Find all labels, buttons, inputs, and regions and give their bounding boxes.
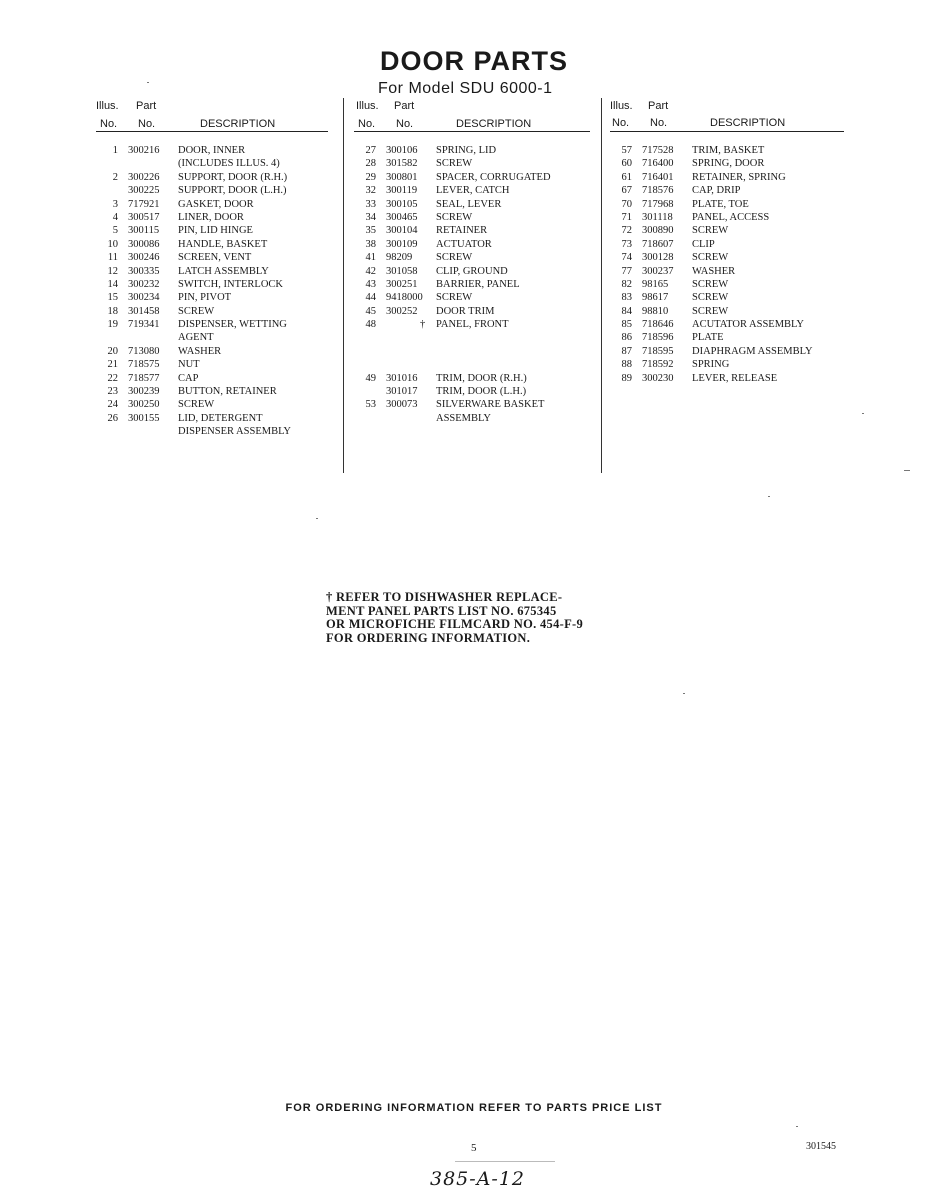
illus-number: 84 (621, 305, 632, 317)
parts-rows (610, 145, 850, 386)
parts-row (96, 158, 336, 171)
part-number: 300335 (128, 265, 160, 277)
parts-row (610, 279, 850, 292)
part-description: NUT (178, 359, 200, 371)
parts-row (96, 266, 336, 279)
illus-number: 20 (107, 345, 118, 357)
parts-row (96, 279, 336, 292)
parts-row (610, 225, 850, 238)
parts-row (610, 239, 850, 252)
parts-row (354, 172, 594, 185)
part-number: 717968 (642, 198, 674, 210)
illus-number: 35 (365, 225, 376, 237)
column-header (354, 100, 594, 134)
part-description: DOOR, INNER (178, 145, 246, 156)
part-number: 301458 (128, 305, 160, 317)
illus-number: 70 (621, 198, 632, 210)
part-description: TRIM, BASKET (692, 145, 765, 156)
part-number: 718607 (642, 238, 674, 250)
part-description: SCREW (436, 158, 473, 170)
column-header (96, 100, 336, 134)
part-number: 301118 (642, 211, 673, 223)
scan-speck (796, 1126, 798, 1127)
note-line: † REFER TO DISHWASHER REPLACE- (326, 590, 563, 604)
illus-number: 2 (112, 171, 118, 183)
parts-row (354, 212, 594, 225)
parts-row (610, 373, 850, 386)
illus-number: 1 (112, 145, 118, 156)
parts-row (610, 306, 850, 319)
parts-row (610, 252, 850, 265)
parts-row (354, 279, 594, 292)
parts-row (354, 346, 594, 359)
illus-number: 11 (107, 252, 118, 264)
no2-label: No. (396, 118, 414, 130)
part-number: 300216 (128, 145, 160, 156)
illus-number: 48 (365, 319, 376, 331)
illus-number: 23 (107, 386, 118, 398)
illus-number: 27 (365, 145, 376, 156)
part-number: 300517 (128, 211, 160, 223)
part-description: PLATE (692, 332, 724, 344)
part-description: LEVER, CATCH (436, 185, 510, 197)
parts-row (610, 332, 850, 345)
part-description: SPRING, LID (436, 145, 497, 156)
note-line: MENT PANEL PARTS LIST NO. 675345 (326, 603, 557, 618)
parts-row (610, 145, 850, 158)
illus-number: 18 (107, 305, 118, 317)
part-description: SCREW (436, 292, 473, 304)
illus-number: 19 (107, 319, 118, 331)
illus-number: 87 (621, 345, 632, 357)
illus-number: 89 (621, 372, 632, 384)
illus-number: 74 (621, 252, 632, 264)
parts-row (96, 346, 336, 359)
part-description: SPRING (692, 359, 730, 371)
part-number: 300237 (642, 265, 674, 277)
part-number: 98165 (642, 278, 669, 290)
part-number: 300251 (386, 278, 418, 290)
part-description: PANEL, FRONT (436, 319, 509, 331)
model-subtitle: For Model SDU 6000-1 (378, 80, 553, 97)
part-description: SCREW (436, 211, 473, 223)
part-description: SCREW (692, 225, 729, 237)
part-description: TRIM, DOOR (L.H.) (436, 386, 527, 398)
illus-number: 41 (365, 252, 376, 264)
part-description: CLIP (692, 238, 715, 250)
parts-row (96, 145, 336, 158)
part-description: SUPPORT, DOOR (R.H.) (178, 171, 288, 183)
part-description: SUPPORT, DOOR (L.H.) (178, 185, 287, 197)
illus-number: 33 (365, 198, 376, 210)
parts-row (96, 239, 336, 252)
part-number: 300226 (128, 171, 160, 183)
parts-row (96, 319, 336, 332)
part-label: Part (394, 100, 415, 112)
illus-number: 83 (621, 292, 632, 304)
column-divider (601, 98, 602, 473)
no-label: No. (358, 118, 376, 130)
parts-row (610, 359, 850, 372)
part-description: SPRING, DOOR (692, 158, 765, 170)
part-number: 301582 (386, 158, 418, 170)
scan-speck (768, 496, 770, 497)
illus-number: 67 (621, 185, 632, 197)
note-line: OR MICROFICHE FILMCARD NO. 454-F-9 (326, 617, 584, 631)
part-description: ASSEMBLY (436, 412, 491, 424)
illus-number: 4 (112, 211, 118, 223)
parts-row (354, 185, 594, 198)
parts-row (96, 225, 336, 238)
part-description: LID, DETERGENT (178, 412, 263, 424)
page-number: 5 (471, 1142, 477, 1154)
part-number: 98209 (386, 252, 413, 264)
part-description: SCREW (692, 278, 729, 290)
illus-number: 88 (621, 359, 632, 371)
parts-row (96, 212, 336, 225)
illus-number: 72 (621, 225, 632, 237)
part-description: SEAL, LEVER (436, 198, 502, 210)
part-description: SCREW (692, 292, 729, 304)
part-number: 300109 (386, 238, 418, 250)
parts-row (96, 373, 336, 386)
illus-number: 32 (365, 185, 376, 197)
part-description: HANDLE, BASKET (178, 238, 268, 250)
part-description: SCREW (436, 252, 473, 264)
part-number: 300119 (386, 185, 418, 197)
parts-row (96, 292, 336, 305)
illus-number: 49 (365, 372, 376, 384)
illus-number: 42 (365, 265, 376, 277)
part-number: 718592 (642, 359, 674, 371)
illus-number: 57 (621, 145, 632, 156)
parts-row (354, 332, 594, 345)
illus-number: 34 (365, 211, 376, 223)
page-title: DOOR PARTS (379, 46, 568, 76)
part-number: 300086 (128, 238, 160, 250)
parts-row (610, 292, 850, 305)
part-description: PIN, PIVOT (178, 292, 232, 304)
part-label: Part (136, 100, 157, 112)
part-description: BUTTON, RETAINER (178, 386, 277, 398)
illus-number: 24 (107, 399, 118, 411)
part-description: AGENT (178, 332, 214, 344)
part-number: 98810 (642, 305, 669, 317)
part-number: 718646 (642, 319, 674, 331)
part-number: † (420, 319, 426, 331)
illus-number: 85 (621, 319, 632, 331)
parts-row (96, 413, 336, 426)
illus-number: 15 (107, 292, 118, 304)
part-description: ACTUATOR (436, 238, 492, 250)
part-description: LATCH ASSEMBLY (178, 265, 269, 277)
parts-row (610, 172, 850, 185)
part-number: 300239 (128, 386, 160, 398)
part-description: LEVER, RELEASE (692, 372, 778, 384)
parts-row (96, 399, 336, 412)
column-divider (343, 98, 344, 473)
parts-row (96, 332, 336, 345)
parts-row (96, 199, 336, 212)
part-description: GASKET, DOOR (178, 198, 254, 210)
part-description: DOOR TRIM (436, 305, 495, 317)
part-number: 719341 (128, 319, 160, 331)
parts-row (610, 199, 850, 212)
part-number: 300234 (128, 292, 160, 304)
part-number: 718576 (642, 185, 674, 197)
part-number: 300246 (128, 252, 160, 264)
illus-number: 26 (107, 412, 118, 424)
column-header (610, 100, 850, 134)
parts-row (610, 346, 850, 359)
part-description: CLIP, GROUND (436, 265, 508, 277)
part-description: SCREEN, VENT (178, 252, 252, 264)
part-description: DIAPHRAGM ASSEMBLY (692, 345, 813, 357)
parts-row (96, 252, 336, 265)
part-number: 300225 (128, 185, 160, 197)
part-number: 301016 (386, 372, 418, 384)
part-description: SILVERWARE BASKET (436, 399, 545, 411)
parts-row (354, 266, 594, 279)
parts-column-2 (354, 100, 594, 426)
part-number: 300106 (386, 145, 418, 156)
parts-row (354, 292, 594, 305)
illus-number: 82 (621, 278, 632, 290)
parts-row (354, 413, 594, 426)
part-number: 300128 (642, 252, 674, 264)
part-number: 300115 (128, 225, 160, 237)
part-number: 716400 (642, 158, 674, 170)
description-label: DESCRIPTION (710, 117, 786, 129)
no-label: No. (612, 117, 630, 129)
illus-number: 77 (621, 265, 632, 277)
part-description: RETAINER, SPRING (692, 171, 786, 183)
illus-number: 43 (365, 278, 376, 290)
part-number: 300073 (386, 399, 418, 411)
ordering-note (326, 591, 583, 645)
parts-row (354, 306, 594, 319)
part-number: 713080 (128, 345, 160, 357)
part-description: BARRIER, PANEL (436, 278, 520, 290)
illus-number: 12 (107, 265, 118, 277)
part-description: TRIM, DOOR (R.H.) (436, 372, 527, 384)
parts-row (96, 185, 336, 198)
part-description: PIN, LID HINGE (178, 225, 253, 237)
part-description: SWITCH, INTERLOCK (178, 278, 283, 290)
illus-number: 14 (107, 278, 118, 290)
parts-rows (354, 145, 594, 426)
part-number: 300232 (128, 278, 160, 290)
part-number: 300890 (642, 225, 674, 237)
illus-number: 29 (365, 171, 376, 183)
part-number: 98617 (642, 292, 669, 304)
part-number: 300105 (386, 198, 418, 210)
parts-row (354, 225, 594, 238)
part-description: SCREW (178, 305, 215, 317)
illus-label: Illus. (356, 100, 379, 112)
parts-row (354, 386, 594, 399)
document-number: 301545 (806, 1141, 836, 1152)
part-description: SPACER, CORRUGATED (436, 171, 551, 183)
part-description: DISPENSER ASSEMBLY (178, 426, 292, 438)
part-number: 718575 (128, 359, 160, 371)
part-description: CAP (178, 372, 199, 384)
parts-row (354, 158, 594, 171)
illus-number: 38 (365, 238, 376, 250)
scan-speck (316, 518, 318, 519)
scan-speck (683, 693, 685, 694)
part-number: 301017 (386, 386, 418, 398)
illus-label: Illus. (96, 100, 119, 112)
illus-number: 73 (621, 238, 632, 250)
scan-speck (904, 470, 910, 471)
header-rule (96, 131, 328, 132)
part-number: 300155 (128, 412, 160, 424)
footer-note: FOR ORDERING INFORMATION REFER TO PARTS PRICE LIST (285, 1102, 663, 1114)
parts-row (610, 212, 850, 225)
header-rule (610, 131, 844, 132)
header-rule (354, 131, 590, 132)
parts-row (354, 199, 594, 212)
no2-label: No. (138, 118, 156, 130)
illus-number: 44 (365, 292, 376, 304)
illus-number: 10 (107, 238, 118, 250)
parts-row (610, 158, 850, 171)
parts-row (610, 266, 850, 279)
parts-row (96, 359, 336, 372)
part-description: ACUTATOR ASSEMBLY (692, 319, 804, 331)
part-number: 300465 (386, 211, 418, 223)
parts-row (96, 172, 336, 185)
parts-row (354, 252, 594, 265)
part-number: 717921 (128, 198, 160, 210)
part-number: 717528 (642, 145, 674, 156)
illus-number: 53 (365, 399, 376, 411)
part-number: 300250 (128, 399, 160, 411)
note-line: FOR ORDERING INFORMATION. (326, 630, 531, 645)
part-description: (INCLUDES ILLUS. 4) (178, 158, 280, 170)
part-description: CAP, DRIP (692, 185, 741, 197)
part-number: 300104 (386, 225, 418, 237)
handwritten-annotation: 385-A-12 (430, 1168, 526, 1190)
no-label: No. (100, 118, 118, 130)
parts-row (96, 386, 336, 399)
part-description: PANEL, ACCESS (692, 211, 770, 223)
illus-number: 61 (621, 171, 632, 183)
scan-speck (147, 82, 149, 83)
part-number: 300252 (386, 305, 418, 317)
parts-row (354, 319, 594, 332)
no2-label: No. (650, 117, 668, 129)
description-label: DESCRIPTION (456, 118, 532, 130)
part-number: 300230 (642, 372, 674, 384)
parts-row (354, 359, 594, 372)
illus-number: 86 (621, 332, 632, 344)
part-description: SCREW (692, 252, 729, 264)
parts-column-3 (610, 100, 850, 386)
part-number: 718595 (642, 345, 674, 357)
part-description: RETAINER (436, 225, 488, 237)
part-description: SCREW (692, 305, 729, 317)
parts-row (354, 373, 594, 386)
part-label: Part (648, 100, 669, 112)
illus-number: 71 (621, 211, 632, 223)
illus-number: 5 (112, 225, 118, 237)
part-description: DISPENSER, WETTING (178, 319, 287, 331)
illus-number: 45 (365, 305, 376, 317)
parts-rows (96, 145, 336, 440)
part-number: 300801 (386, 171, 418, 183)
parts-row (354, 239, 594, 252)
parts-row (96, 306, 336, 319)
part-number: 9418000 (386, 292, 423, 304)
part-number: 301058 (386, 265, 418, 277)
illus-number: 60 (621, 158, 632, 170)
parts-row (354, 145, 594, 158)
part-description: WASHER (178, 345, 222, 357)
illus-number: 3 (112, 198, 118, 210)
illus-number: 22 (107, 372, 118, 384)
part-number: 718577 (128, 372, 160, 384)
parts-column-1 (96, 100, 336, 440)
description-label: DESCRIPTION (200, 118, 276, 130)
parts-row (610, 319, 850, 332)
part-description: SCREW (178, 399, 215, 411)
illus-label: Illus. (610, 100, 633, 112)
part-description: WASHER (692, 265, 736, 277)
part-description: PLATE, TOE (692, 198, 749, 210)
scan-speck (862, 413, 864, 414)
illus-number: 28 (365, 158, 376, 170)
parts-row (354, 399, 594, 412)
scan-speck (455, 1161, 555, 1162)
parts-row (610, 185, 850, 198)
part-description: LINER, DOOR (178, 211, 244, 223)
illus-number: 21 (107, 359, 118, 371)
part-number: 718596 (642, 332, 674, 344)
part-number: 716401 (642, 171, 674, 183)
parts-row (96, 426, 336, 439)
